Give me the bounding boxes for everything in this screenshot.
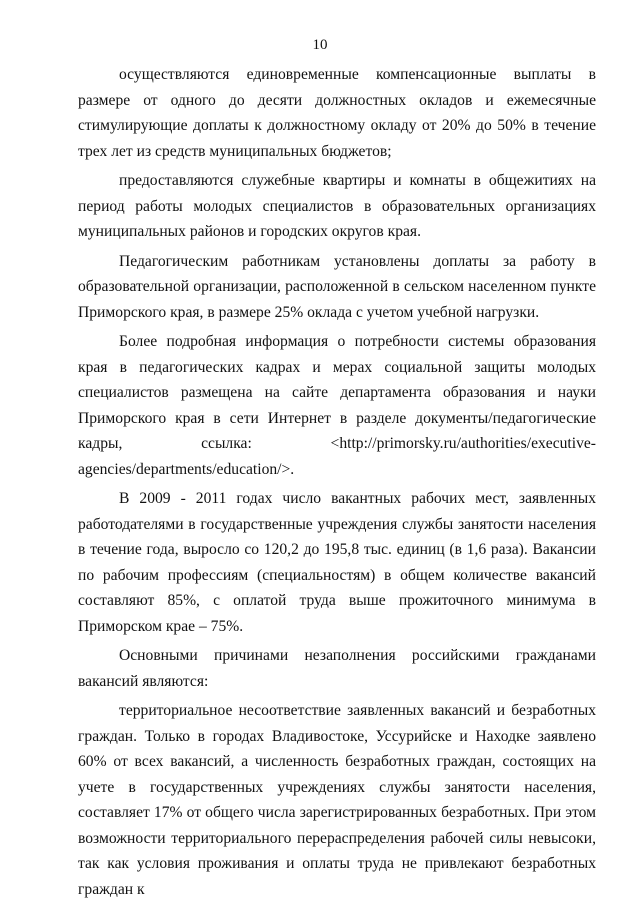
document-body: [78, 62, 596, 902]
paragraph-more-information: Более подробная информация о потребности системы образования края в педагогических кадрах и мерах социальной защиты молодых специалистов размещена на сайте департамента образования и науки Приморского края в сети Интернет в разделе документы/педагогические кадры, ссылка: <http://primorsky.ru/authorities/executive-agencies/departments/education/>.: [78, 333, 596, 478]
paragraph-territorial-mismatch: территориальное несоответствие заявленных вакансий и безработных граждан. Только в городах Владивостоке, Уссурийске и Находке заявлено 60% от всех вакансий, а численность безработных граждан, состоящих на учете в государственных учреждениях службы занятости населения, составляет 17% от общего числа зарегистрированных безработных. При этом возможности территориального перераспределения рабочей силы невысоки, так как условия проживания и оплаты труда не привлекают безработных граждан к: [78, 702, 596, 898]
paragraph-rural-allowance: Педагогическим работникам установлены доплаты за работу в образовательной организации, расположенной в сельском населенном пункте Приморского края, в размере 25% оклада с учетом учебной нагрузки.: [78, 252, 596, 321]
paragraph-service-housing: предоставляются служебные квартиры и комнаты в общежитиях на период работы молодых специалистов в образовательных организациях муниципальных районов и городских округов края.: [78, 172, 596, 240]
paragraph-vacancies-statistics: В 2009 - 2011 годах число вакантных рабочих мест, заявленных работодателями в государственные учреждения службы занятости населения в течение года, выросло со 120,2 до 195,8 тыс. единиц (в 1,6 раза). Вакансии по рабочим профессиям (специальностям) в общем количестве вакансий составляют 85%, с оплатой труда выше прожиточного минимума в Приморском крае – 75%.: [78, 490, 596, 635]
paragraph-compensation-payments: осуществляются единовременные компенсационные выплаты в размере от одного до десяти должностных окладов и ежемесячные стимулирующие доплаты к должностному окладу от 20% до 50% в течение трех лет из средств муниципальных бюджетов;: [78, 66, 596, 160]
page-number: 10: [312, 37, 328, 53]
paragraph-main-reasons: Основными причинами незаполнения российскими гражданами вакансий являются:: [78, 647, 596, 690]
